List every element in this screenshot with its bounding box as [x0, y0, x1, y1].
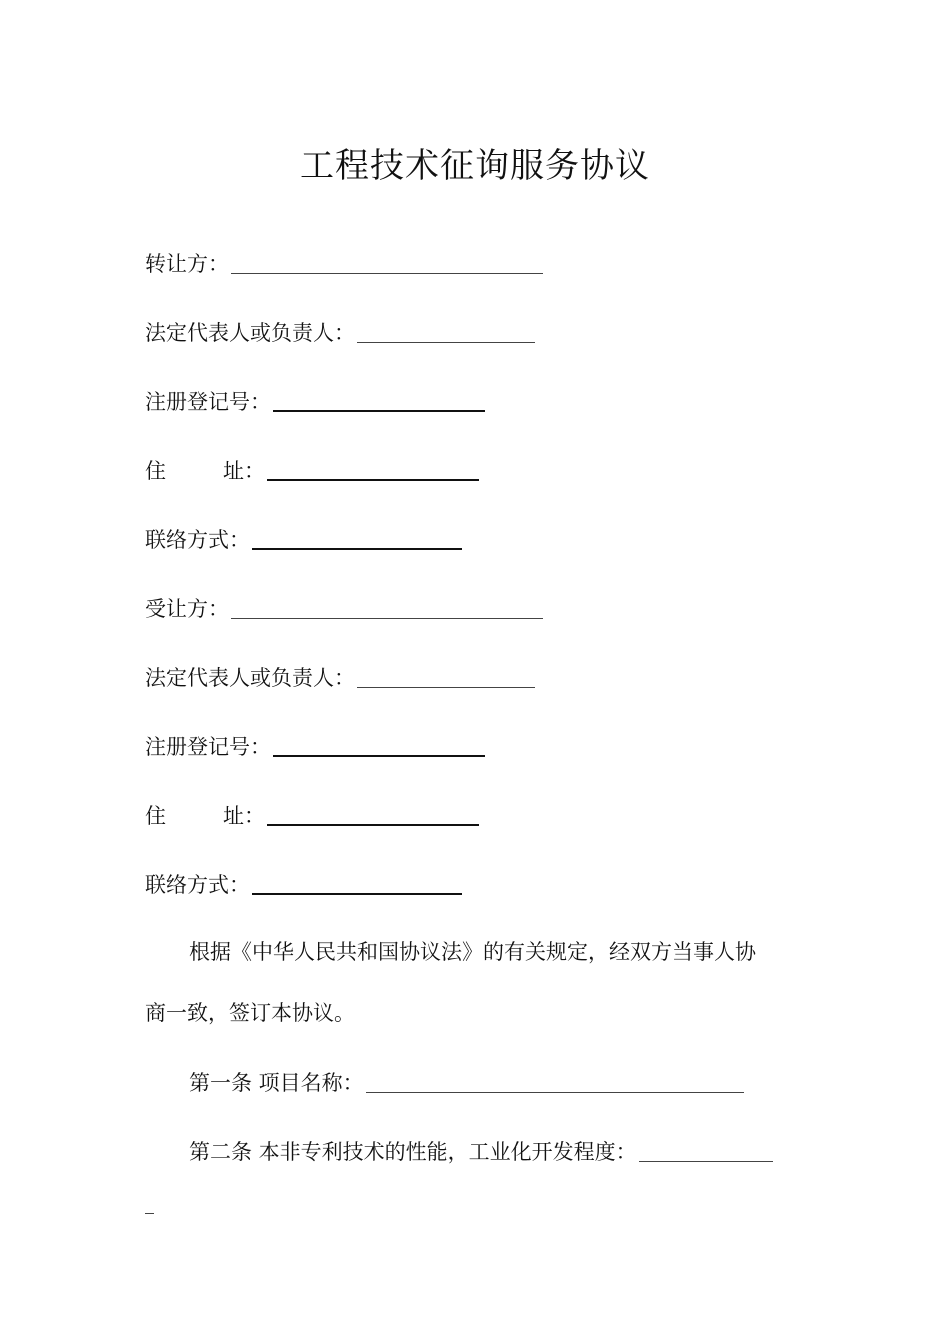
party-a-address-blank[interactable] — [267, 479, 479, 481]
party-a-contact-label: 联络方式： — [145, 528, 250, 552]
party-b-name-blank[interactable] — [231, 618, 543, 619]
party-b-contact-field — [145, 869, 462, 899]
document-title: 工程技术征询服务协议 — [300, 146, 650, 186]
party-a-rep-field — [145, 317, 535, 347]
party-a-address-label-1: 住 — [145, 459, 166, 483]
party-a-name-label: 转让方： — [145, 252, 229, 276]
party-a-contact-blank[interactable] — [252, 548, 462, 550]
party-b-name-field — [145, 593, 543, 623]
article-2-blank[interactable] — [639, 1161, 773, 1162]
party-a-contact-field — [145, 524, 462, 554]
party-b-contact-blank[interactable] — [252, 893, 462, 895]
party-a-address-field — [145, 455, 479, 485]
party-b-address-field — [145, 800, 479, 830]
party-b-contact-label: 联络方式： — [145, 873, 250, 897]
party-a-name-field — [145, 248, 543, 278]
article-2 — [189, 1136, 773, 1166]
party-b-reg-field — [145, 731, 485, 761]
party-a-reg-field — [145, 386, 485, 416]
party-b-rep-blank[interactable] — [357, 687, 535, 688]
article-1 — [189, 1067, 744, 1097]
party-b-address-label-1: 住 — [145, 804, 166, 828]
party-b-reg-label: 注册登记号： — [145, 735, 271, 759]
party-a-rep-blank[interactable] — [357, 342, 535, 343]
article-2-blank-continuation[interactable] — [145, 1213, 154, 1214]
party-b-address-blank[interactable] — [267, 824, 479, 826]
party-b-address-label-2: 址： — [223, 804, 265, 828]
party-b-reg-blank[interactable] — [273, 755, 485, 757]
article-1-label: 第一条 项目名称： — [189, 1071, 364, 1095]
party-a-address-label-2: 址： — [223, 459, 265, 483]
party-a-reg-label: 注册登记号： — [145, 390, 271, 414]
article-2-label: 第二条 本非专利技术的性能，工业化开发程度： — [189, 1140, 637, 1164]
party-a-name-blank[interactable] — [231, 273, 543, 274]
party-b-name-label: 受让方： — [145, 597, 229, 621]
party-a-reg-blank[interactable] — [273, 410, 485, 412]
party-a-rep-label: 法定代表人或负责人： — [145, 321, 355, 345]
intro-line-2: 商一致，签订本协议。 — [145, 1001, 355, 1025]
article-1-blank[interactable] — [366, 1092, 744, 1093]
party-b-rep-field — [145, 662, 535, 692]
intro-line-1: 根据《中华人民共和国协议法》的有关规定，经双方当事人协 — [189, 940, 756, 964]
party-b-rep-label: 法定代表人或负责人： — [145, 666, 355, 690]
